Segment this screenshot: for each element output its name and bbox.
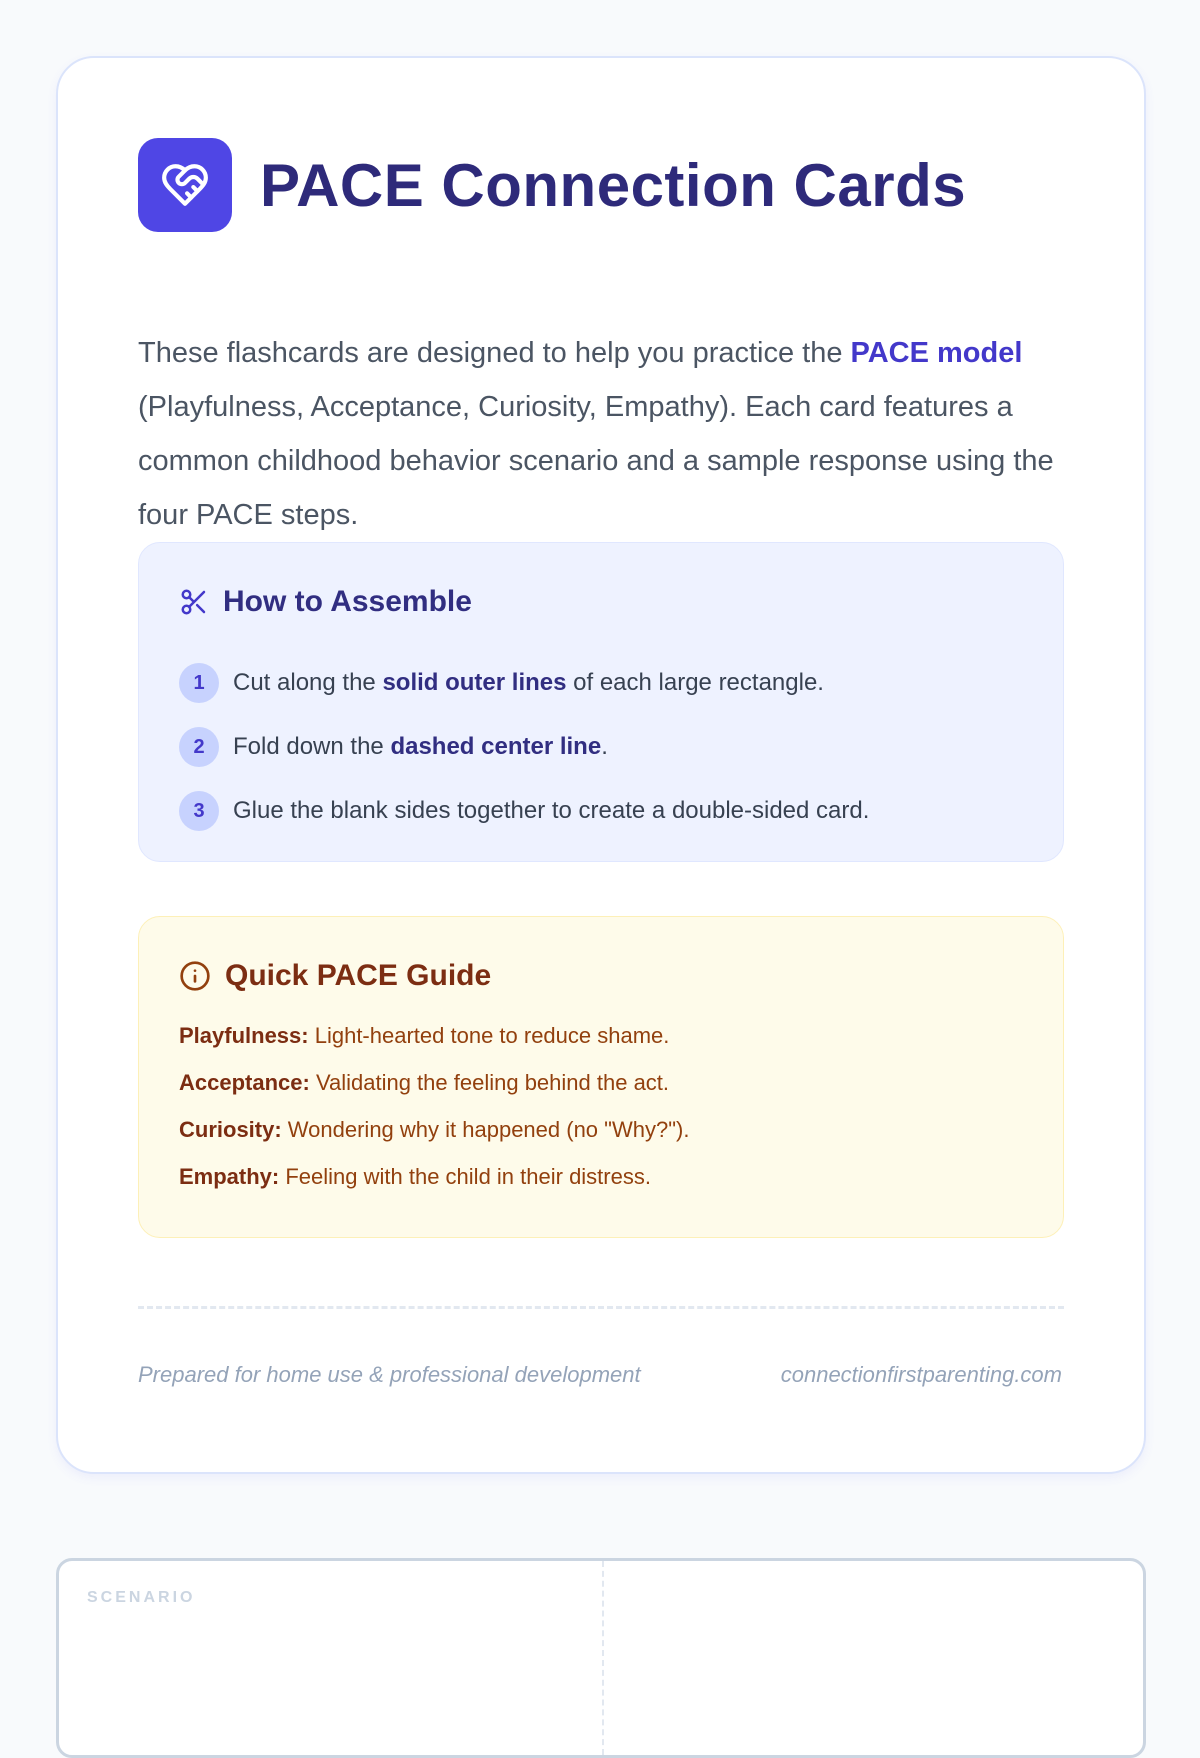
- intro-part: These flashcards are designed to help you practice the: [138, 337, 851, 369]
- step-number: 1: [179, 663, 219, 703]
- header: [138, 138, 966, 232]
- step-text: of each large rectangle.: [566, 669, 824, 696]
- step-text: Glue the blank sides together to create a double-sided card.: [233, 797, 870, 824]
- step-text: Cut along the: [233, 669, 383, 696]
- scissors-icon: [179, 587, 209, 617]
- step-item: [179, 715, 869, 779]
- info-icon: [179, 960, 211, 992]
- term-desc: Wondering why it happened (no "Why?").: [281, 1117, 690, 1142]
- step-text: Fold down the: [233, 733, 391, 760]
- term-desc: Light-hearted tone to reduce shame.: [308, 1023, 670, 1048]
- fold-line: [602, 1561, 604, 1755]
- guide-heading: [179, 959, 491, 993]
- pace-guide-section: [138, 916, 1064, 1238]
- guide-term: [179, 1023, 689, 1070]
- assemble-title: How to Assemble: [223, 585, 472, 618]
- step-item: [179, 779, 869, 843]
- term-label: Acceptance:: [179, 1070, 310, 1095]
- guide-title: Quick PACE Guide: [225, 959, 492, 992]
- intro-text: [138, 326, 1068, 542]
- flashcard: [56, 1558, 1146, 1758]
- dashed-divider: [138, 1306, 1064, 1309]
- assemble-heading: [179, 585, 472, 619]
- term-label: Curiosity:: [179, 1117, 282, 1142]
- intro-part: (Playfulness, Acceptance, Curiosity, Empathy). Each card features a common childhood behavior scenario and a sample response using the four PACE steps.: [138, 391, 1054, 531]
- guide-term: [179, 1117, 689, 1164]
- step-number: 2: [179, 727, 219, 767]
- scenario-label: SCENARIO: [87, 1589, 196, 1606]
- guide-term: [179, 1164, 689, 1211]
- term-desc: Validating the feeling behind the act.: [309, 1070, 670, 1095]
- step-item: [179, 651, 869, 715]
- footer-note: Prepared for home use & professional development: [138, 1362, 641, 1387]
- cover-card: [56, 56, 1146, 1474]
- step-number: 3: [179, 791, 219, 831]
- term-label: Playfulness:: [179, 1023, 309, 1048]
- footer-website: connectionfirstparenting.com: [780, 1362, 1062, 1387]
- step-bold: dashed center line: [390, 733, 602, 760]
- heart-handshake-icon: [138, 138, 232, 232]
- page-title: PACE Connection Cards: [260, 151, 967, 219]
- term-label: Empathy:: [179, 1164, 280, 1189]
- guide-term: [179, 1070, 689, 1117]
- step-bold: solid outer lines: [382, 669, 567, 696]
- term-desc: Feeling with the child in their distress.: [279, 1164, 651, 1189]
- assemble-section: [138, 542, 1064, 862]
- intro-highlight: PACE model: [850, 337, 1023, 369]
- step-text: .: [601, 733, 608, 760]
